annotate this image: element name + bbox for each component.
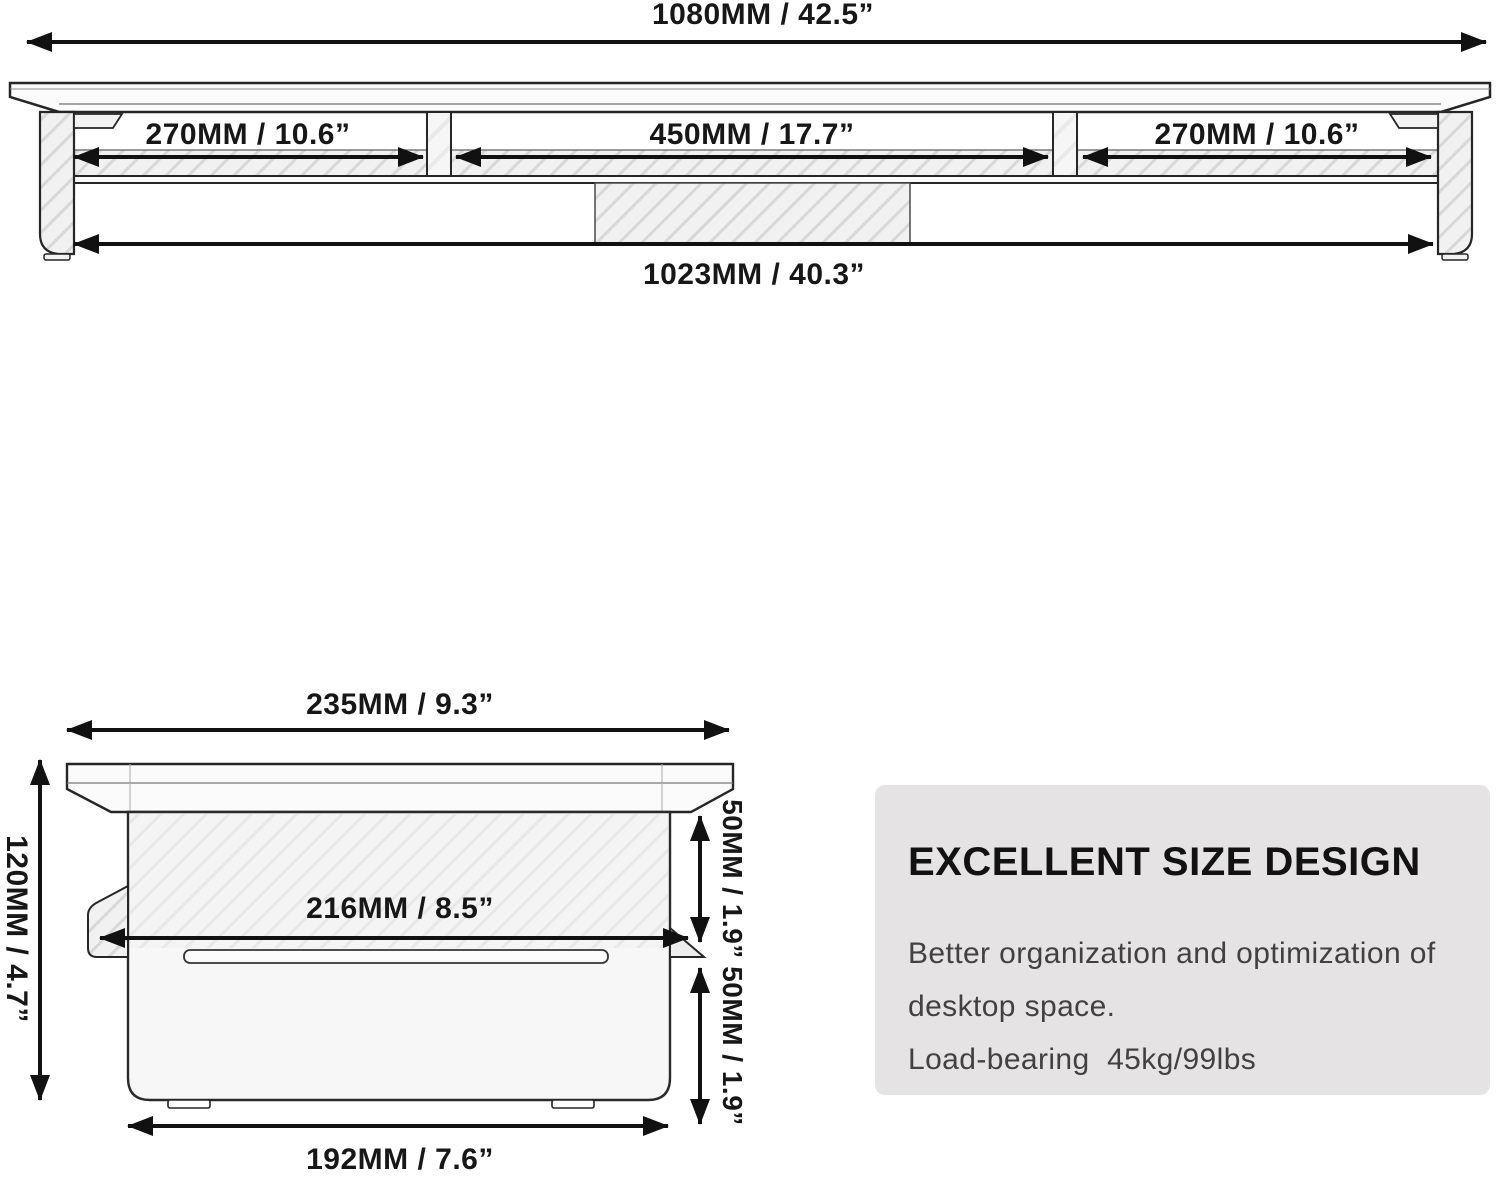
- label-side-lower-clearance: 50MM / 1.9”: [717, 966, 748, 1126]
- front-shelf-edge: [74, 176, 1438, 183]
- side-foot-right: [552, 1100, 594, 1108]
- label-side-height: 120MM / 4.7”: [0, 835, 33, 1023]
- front-right-leg: [1438, 112, 1472, 254]
- label-inner-width: 1023MM / 40.3”: [642, 258, 866, 291]
- side-tabletop: [67, 764, 733, 812]
- front-left-foot: [44, 254, 70, 260]
- front-under-shelf-block: [595, 183, 910, 243]
- side-foot-left: [168, 1100, 210, 1108]
- info-title: EXCELLENT SIZE DESIGN: [908, 840, 1421, 884]
- side-view-drawing: [40, 730, 733, 1126]
- label-middle-section: 450MM / 17.7”: [649, 118, 855, 151]
- front-right-foot: [1442, 254, 1468, 260]
- label-side-top-width: 235MM / 9.3”: [306, 688, 494, 721]
- label-total-width: 1080MM / 42.5”: [651, 0, 875, 31]
- label-side-base-width: 192MM / 7.6”: [306, 1143, 494, 1176]
- info-box: [875, 785, 1490, 1095]
- label-side-middle-width: 216MM / 8.5”: [306, 892, 494, 925]
- label-left-section: 270MM / 10.6”: [145, 118, 351, 151]
- front-divider-right: [1053, 112, 1077, 176]
- front-shelf-surface: [74, 150, 1438, 176]
- front-divider-left: [427, 112, 451, 176]
- label-side-upper-clearance: 50MM / 1.9”: [717, 799, 748, 959]
- front-left-leg: [40, 112, 74, 254]
- side-left-hook: [88, 886, 128, 957]
- side-slot: [184, 950, 608, 963]
- info-body-line-3: Load-bearing 45kg/99lbs: [908, 1043, 1257, 1076]
- info-body-line-1: Better organization and optimization of: [908, 937, 1436, 970]
- info-body-line-2: desktop space.: [908, 990, 1116, 1023]
- label-right-section: 270MM / 10.6”: [1154, 118, 1360, 151]
- side-body-hatch: [130, 814, 668, 948]
- front-tabletop: [10, 83, 1490, 112]
